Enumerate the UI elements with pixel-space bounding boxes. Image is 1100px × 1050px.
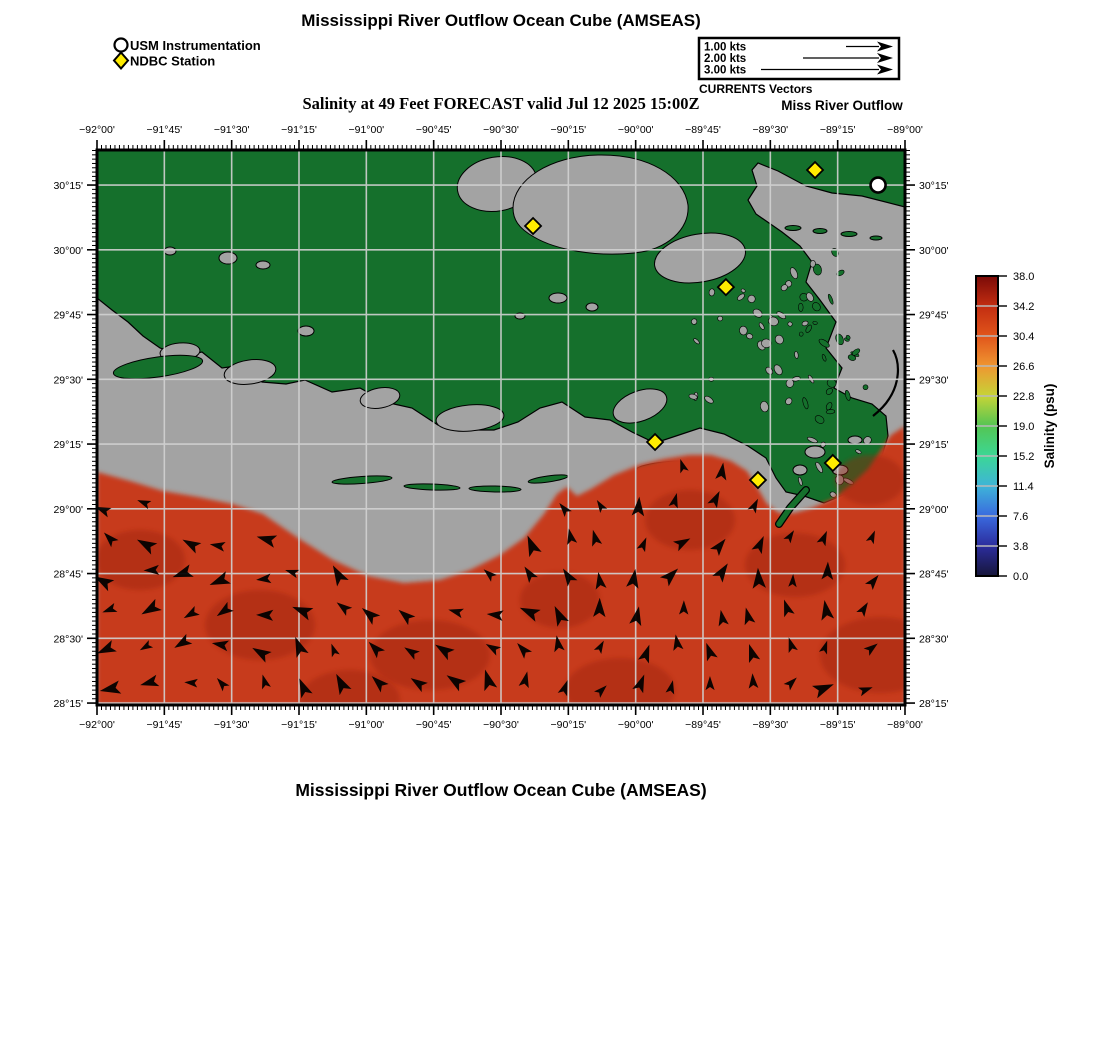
y-tick-label-left: 30°15' [53,180,83,193]
y-tick-label-right: 29°15' [919,439,949,452]
cat-island [785,226,801,231]
x-tick-label-top: −92°00' [79,124,115,136]
currents-legend-speed-label: 3.00 kts [704,64,747,77]
delta-pocket-1 [805,446,825,458]
ndbc-legend-icon [114,53,128,69]
salinity-dark-patch [835,455,905,505]
lake-5 [586,303,598,311]
colorbar-tick-label: 15.2 [1013,451,1035,463]
x-tick-label-top: −90°45' [415,124,452,136]
lake-4 [549,293,567,303]
colorbar-tick-label: 3.8 [1013,541,1029,553]
bay-3 [298,326,314,336]
colorbar-tick-label: 22.8 [1013,391,1035,403]
delta-pocket-3 [848,436,862,444]
ndbc-legend-label: NDBC Station [130,53,216,69]
colorbar [976,271,1057,583]
x-tick-label-top: −91°15' [281,124,317,136]
bay-1 [219,252,237,264]
y-tick-label-right: 29°30' [919,374,949,387]
x-tick-label-bottom: −92°00' [79,719,115,731]
barrier-island-3 [469,486,521,493]
currents-vector-legend [699,38,903,113]
salinity-dark-patch [645,490,735,550]
x-tick-label-top: −90°00' [617,124,654,136]
x-tick-label-bottom: −90°15' [550,719,587,731]
ship-island [813,229,827,234]
usm-legend-icon [115,39,128,52]
region-label: Miss River Outflow [781,98,903,113]
currents-legend-speed-label: 2.00 kts [704,53,747,65]
x-tick-label-top: −90°15' [550,124,587,136]
lake-6 [164,247,176,255]
salinity-dark-patch [565,658,675,722]
y-tick-label-left: 28°15' [53,698,83,711]
petit-bois-island [870,236,882,240]
x-tick-label-bottom: −89°30' [752,719,789,731]
y-tick-label-left: 29°00' [53,503,83,516]
colorbar-axis-label: Salinity (psu) [1042,383,1057,469]
header-legend [114,38,261,69]
x-tick-label-bottom: −89°00' [887,719,923,731]
x-tick-label-top: −91°45' [146,124,183,136]
map-area [91,150,940,730]
horn-island [841,232,857,237]
y-tick-label-right: 29°45' [919,309,949,322]
x-tick-label-bottom: −90°45' [415,719,452,731]
x-tick-label-bottom: −91°15' [281,719,317,731]
bay-2 [256,261,270,269]
y-tick-label-right: 30°00' [919,244,949,257]
x-tick-label-bottom: −90°00' [617,719,654,731]
colorbar-tick-label: 7.6 [1013,511,1029,523]
y-tick-label-right: 28°30' [919,633,949,646]
usm-legend-label: USM Instrumentation [130,38,261,53]
salinity-dark-patch [370,620,490,690]
x-tick-label-bottom: −89°15' [819,719,856,731]
colorbar-tick-label: 19.0 [1013,421,1035,433]
x-tick-label-top: −89°45' [685,124,721,136]
y-tick-label-left: 29°15' [53,439,83,452]
x-tick-label-top: −89°00' [887,124,923,136]
figure-title: Mississippi River Outflow Ocean Cube (AMSEAS) [301,11,701,30]
currents-legend-arrowhead [877,65,893,75]
y-tick-label-right: 29°00' [919,503,949,516]
y-tick-label-left: 29°30' [53,374,83,387]
x-tick-label-top: −89°15' [819,124,856,136]
x-tick-label-bottom: −91°00' [348,719,385,731]
currents-legend-arrowhead [877,42,893,52]
x-tick-label-bottom: −91°30' [213,719,250,731]
plot-subtitle: Salinity at 49 Feet FORECAST valid Jul 12 2025 15:00Z [302,94,700,113]
colorbar-tick-label: 11.4 [1013,481,1034,493]
y-tick-label-right: 30°15' [919,180,949,193]
y-tick-label-left: 28°45' [53,568,83,581]
lake-pontchartrain [513,155,688,254]
y-tick-label-right: 28°15' [919,698,949,711]
delta-pocket-4 [793,465,807,475]
currents-legend-speed-label: 1.00 kts [704,41,747,54]
y-tick-label-left: 29°45' [53,309,83,322]
colorbar-tick-label: 30.4 [1013,331,1035,343]
usm-instrumentation-marker [871,178,886,193]
x-tick-label-bottom: −90°30' [483,719,519,731]
y-tick-label-right: 28°45' [919,568,949,581]
x-tick-label-top: −91°00' [348,124,385,136]
x-tick-label-bottom: −91°45' [146,719,183,731]
figure-bottom-title: Mississippi River Outflow Ocean Cube (AMSEAS) [295,780,707,800]
colorbar-tick-label: 38.0 [1013,271,1035,283]
colorbar-tick-label: 26.6 [1013,361,1035,373]
x-tick-label-top: −91°30' [213,124,250,136]
y-tick-label-left: 28°30' [53,633,83,646]
y-tick-label-left: 30°00' [53,244,83,257]
currents-legend-title: CURRENTS Vectors [699,82,813,96]
x-tick-label-top: −90°30' [483,124,519,136]
colorbar-tick-label: 34.2 [1013,301,1035,313]
colorbar-tick-label: 0.0 [1013,571,1029,583]
x-tick-label-top: −89°30' [752,124,789,136]
currents-legend-arrowhead [877,53,893,63]
x-tick-label-bottom: −89°45' [685,719,721,731]
